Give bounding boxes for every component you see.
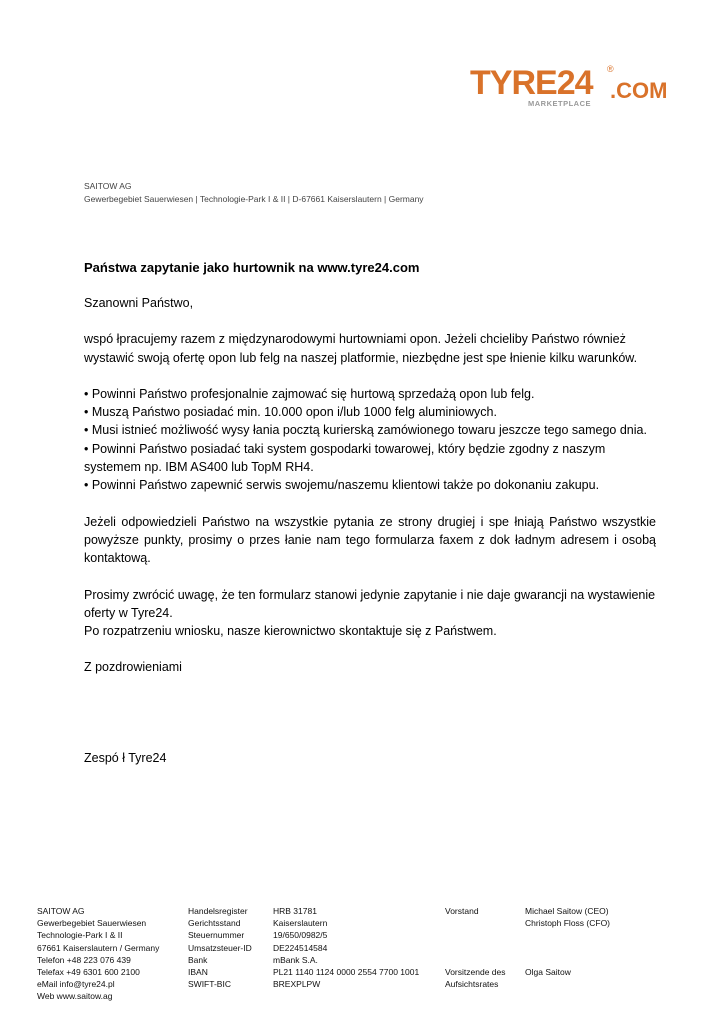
footer-line: BREXPLPW <box>273 979 321 990</box>
footer-line: SAITOW AG <box>37 906 85 916</box>
footer-legal-values-column <box>273 905 419 990</box>
footer-line: Kaiserslautern <box>273 918 328 929</box>
footer-line: 19/650/0982/5 <box>273 930 328 941</box>
list-item: • Muszą Państwo posiadać min. 10.000 opon i/lub 1000 felg aluminiowych. <box>84 405 497 420</box>
letter-subject: Państwa zapytanie jako hurtownik na www.tyre24.com <box>84 260 420 275</box>
footer-line: IBAN <box>188 967 208 978</box>
footer-line: Telefax +49 6301 600 2100 <box>37 967 140 978</box>
footer-line: HRB 31781 <box>273 906 317 916</box>
intro-paragraph: wspó łpracujemy razem z międzynarodowymi hurtowniami opon. Jeżeli chcieliby Państwo również wystawić swoją ofertę opon lub felg na naszej platformie, niezbędne jest spe łnienie kilku warunków. <box>84 332 638 365</box>
footer-line: Umsatzsteuer-ID <box>188 942 252 953</box>
logo-domain: .COM <box>610 78 668 103</box>
footer-line: Aufsichtsrates <box>445 979 499 990</box>
contact-paragraph: Po rozpatrzeniu wniosku, nasze kierownictwo skontaktuje się z Państwem. <box>84 624 497 639</box>
footer-line <box>445 942 505 954</box>
footer-legal-labels-column <box>188 905 252 990</box>
list-item: • Powinni Państwo zapewnić serwis swojemu/naszemu klientowi także po dokonaniu zakupu. <box>84 478 600 493</box>
footer-line: mBank S.A. <box>273 954 318 965</box>
salutation: Szanowni Państwo, <box>84 296 194 310</box>
signature: Zespó ł Tyre24 <box>84 750 167 765</box>
closing: Z pozdrowieniami <box>84 660 182 675</box>
answers-paragraph: Jeżeli odpowiedzieli Państwo na wszystkie pytania ze strony drugiej i spe łniają Państwo wszystkie powyższe punkty, prosimy o przes łanie nam tego formularza faxem z dok ładnym adresem i osobą kontaktową. <box>84 514 656 566</box>
footer-line: Vorstand <box>445 906 479 916</box>
footer-line: Technologie-Park I & II <box>37 930 123 941</box>
footer-line: 67661 Kaiserslautern / Germany <box>37 942 160 953</box>
footer-line: Gerichtsstand <box>188 918 241 929</box>
footer-line: Telefon +48 223 076 439 <box>37 954 131 965</box>
list-item: • Powinni Państwo profesjonalnie zajmować się hurtową sprzedażą opon lub felg. <box>84 386 535 401</box>
footer-line <box>525 942 610 954</box>
logo-tagline: MARKETPLACE <box>528 99 591 108</box>
footer-line: eMail info@tyre24.pl <box>37 979 115 990</box>
logo-wordmark: TYRE24 <box>470 64 593 102</box>
footer-board-names-column <box>525 905 610 978</box>
sender-address: Gewerbegebiet Sauerwiesen | Technologie-Park I & II | D-67661 Kaiserslautern | Germany <box>84 194 424 204</box>
footer-line: Vorsitzende des <box>445 967 506 978</box>
footer-line: DE224514584 <box>273 942 328 953</box>
footer-line: SWIFT-BIC <box>188 979 231 990</box>
sender-company: SAITOW AG <box>84 181 132 191</box>
footer-board-labels-column <box>445 905 505 990</box>
footer-line <box>445 917 505 929</box>
letter-body <box>84 294 656 767</box>
footer-line <box>525 954 610 966</box>
list-item: • Musi istnieć możliwość wysy łania pocztą kurierską zamówionego towaru jeszcze tego samego dnia. <box>84 423 647 438</box>
footer-line: Gewerbegebiet Sauerwiesen <box>37 918 147 929</box>
footer-line: Michael Saitow (CEO) <box>525 906 609 916</box>
list-item: • Powinni Państwo posiadać taki system gospodarki towarowej, który będzie zgodny z naszym systemem np. IBM AS400 lub TopM RH4. <box>84 441 606 475</box>
notice-paragraph: Prosimy zwrócić uwagę, że ten formularz stanowi jedynie zapytanie i nie daje gwarancji na wystawienie oferty w Tyre24. <box>84 587 656 620</box>
sender-block <box>84 180 424 206</box>
requirements-list <box>84 385 656 495</box>
footer-line: PL21 1140 1124 0000 2554 7700 1001 <box>273 967 420 978</box>
footer-line: Olga Saitow <box>525 967 571 978</box>
footer-line: Steuernummer <box>188 930 245 941</box>
footer-line: Bank <box>188 954 208 965</box>
footer-line: Web www.saitow.ag <box>37 991 113 1002</box>
footer-line: Handelsregister <box>188 906 248 916</box>
footer-line <box>525 929 610 941</box>
footer-company-column <box>37 905 159 1003</box>
logo-registered-mark: ® <box>607 64 614 74</box>
footer-line <box>445 929 505 941</box>
tyre24-logo <box>470 64 668 116</box>
footer-line: Christoph Floss (CFO) <box>525 918 611 929</box>
footer-line <box>445 954 505 966</box>
